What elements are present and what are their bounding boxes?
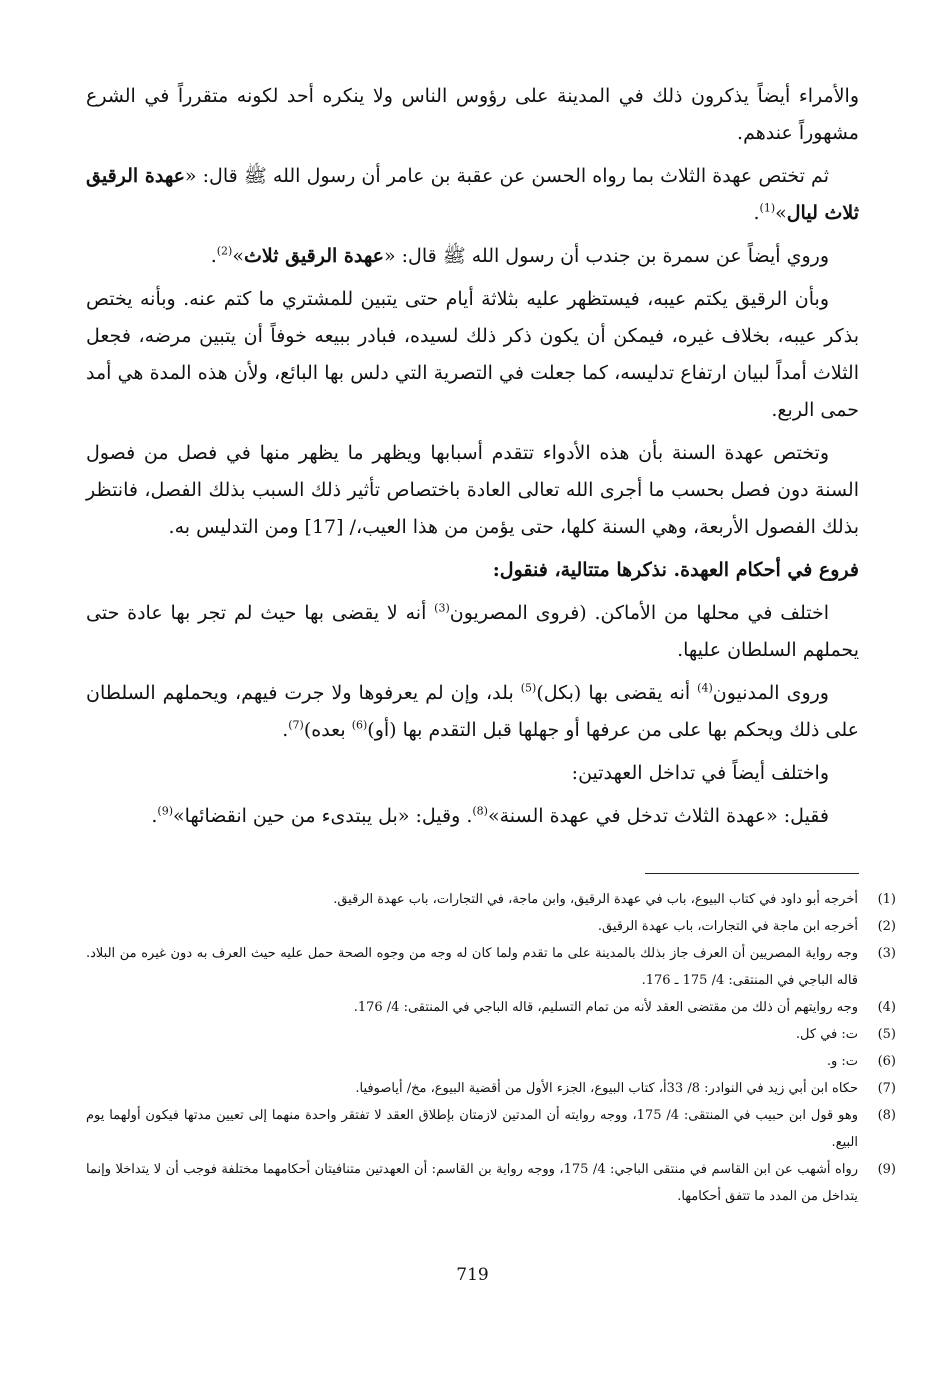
footnote-2 [86,913,896,940]
paragraph-9 [86,798,859,835]
footnote-text: وهو قول ابن حبيب في المنتقى: 4/ 175، ووجه روايته أن المدتين لازمتان بإطلاق العقد لا تفتقر واحدة منهما إلى تعيين مدتها فيكون أولهما يوم البيع. [86,1108,858,1150]
footnote-divider [645,873,859,874]
section-heading: فروع في أحكام العهدة. نذكرها متتالية، فنقول: [492,559,859,581]
footnote-number: (2) [877,919,896,934]
footnote-ref-8[interactable]: (8) [472,804,488,818]
footnote-ref-1[interactable]: (1) [759,201,776,215]
footnotes [86,886,896,1210]
footnote-text: أخرجه ابن ماجة في التجارات، باب عهدة الرقيق. [597,919,858,934]
paragraph-7-c: بلد، وإن لم يعرفوها ولا جرت فيهم، ويحملهم السلطان على ذلك ويحكم بها على من عرفها أو جهلها قبل التقدم بها (أو) [86,682,859,741]
paragraph-2-lead: ثم تختص عهدة الثلاث بما رواه الحسن عن عقبة بن عامر أن رسول الله ﷺ قال: « [184,165,829,187]
footnote-text: ت: في كل. [795,1027,858,1042]
paragraph-7-e: . [282,719,289,741]
paragraph-3-end: . [210,245,217,267]
paragraph-2 [86,158,859,232]
quote-close-2: » [232,245,244,267]
footnote-number: (8) [877,1108,896,1123]
footnote-number: (1) [877,892,896,907]
footnote-number: (6) [877,1054,896,1069]
footnote-ref-7[interactable]: (7) [288,718,304,732]
paragraph-7 [86,675,859,749]
footnote-6 [86,1048,896,1075]
page-number: 719 [456,1265,489,1285]
paragraph-6-b: أنه لا يقضى بها حيث لم تجر بها عادة حتى يحملهم السلطان عليها. [86,602,859,661]
footnote-7 [86,1075,896,1102]
paragraph-1: والأمراء أيضاً يذكرون ذلك في المدينة على رؤوس الناس ولا ينكره أحد لكونه متقرراً في الشرع مشهوراً عندهم. [86,85,859,144]
main-text [86,78,859,841]
paragraph-9-a: فقيل: «عهدة الثلاث تدخل في عهدة السنة» [487,805,829,827]
footnote-9 [86,1156,896,1210]
paragraph-6 [86,595,859,669]
footnote-ref-5[interactable]: (5) [520,681,537,695]
footnote-number: (7) [877,1081,896,1096]
paragraph-3 [86,238,859,275]
paragraph-4: وبأن الرقيق يكتم عيبه، فيستظهر عليه بثلاثة أيام حتى يتبين للمشتري ما كتم عنه. وبأنه يختص بذكر عيبه، بخلاف غيره، فيمكن أن يكون ذكر ذلك لسيده، فبادر ببيعه خوفاً أن يتبين مرضه، فجعل الثلاث أمداً لبيان ارتفاع تدليسه، كما جعلت في التصرية التي دلس بها البائع، ولأن هذه المدة هي أمد حمى الربع. [86,288,859,421]
footnote-text: ت: و. [826,1054,858,1069]
hadith-quote-1: عهدة الرقيق ثلاث ليال [86,165,859,224]
footnote-ref-9[interactable]: (9) [157,804,173,818]
footnote-text: وجه رواية المصريين أن العرف جاز بذلك بالمدينة على ما تقدم ولما كان له وجه من وجوه الصحة حمل عليه حيث العرف به دون غيره من البلاد. قاله الباجي في المنتقى: 4/ 175 ـ 176. [86,946,858,988]
paragraph-9-c: . [151,805,158,827]
footnote-8 [86,1102,896,1156]
footnote-number: (3) [877,946,896,961]
paragraph-9-b: . وقيل: «بل يبتدىء من حين انقضائها» [172,805,473,827]
quote-close-1: » [775,202,787,224]
hadith-quote-2: عهدة الرقيق ثلاث [243,245,384,267]
footnote-ref-3[interactable]: (3) [434,601,450,615]
paragraph-5: وتختص عهدة السنة بأن هذه الأدواء تتقدم أسبابها ويظهر ما يظهر منها في فصل من فصول السنة دون فصل بحسب ما أجرى الله تعالى العادة باختصاص تأثير ذلك السبب بذلك الفصل، فانتظر بذلك الفصول الأربعة، وهي السنة كلها، حتى يؤمن من هذا العيب،/ [17] ومن التدليس به. [86,442,859,538]
footnote-text: رواه أشهب عن ابن القاسم في منتقى الباجي: 4/ 175، ووجه رواية بن القاسم: أن العهدتين متنافيتان أحكامهما مختلفة فوجب أن لا يتداخلا وإنما يتداخل من المدد ما تتفق أحكامها. [86,1162,858,1204]
footnote-3 [86,940,896,994]
footnote-ref-4[interactable]: (4) [697,681,713,695]
footnote-text: أخرجه أبو داود في كتاب البيوع، باب في عهدة الرقيق، وابن ماجة، في التجارات، باب عهدة الرقيق. [333,892,858,907]
paragraph-6-a: اختلف في محلها من الأماكن. (فروى المصريون [449,602,829,624]
paragraph-7-a: وروى المدنيون [712,682,829,704]
footnote-1 [86,886,896,913]
footnote-text: وجه روايتهم أن ذلك من مقتضى العقد لأنه من تمام التسليم، قاله الباجي في المنتقى: 4/ 176. [353,1000,858,1015]
footnote-ref-6[interactable]: (6) [351,718,368,732]
footnote-ref-2[interactable]: (2) [216,244,233,258]
paragraph-7-d: بعده) [303,719,352,741]
footnote-number: (4) [877,1000,896,1015]
paragraph-3-lead: وروي أيضاً عن سمرة بن جندب أن رسول الله ﷺ قال: « [383,245,829,267]
footnote-4 [86,994,896,1021]
paragraph-2-end: . [753,202,760,224]
paragraph-7-b: أنه يقضى بها (بكل) [536,682,698,704]
footnote-text: حكاه ابن أبي زيد في النوادر: 8/ 33أ، كتاب البيوع، الجزء الأول من أقضية البيوع، مخ/ أياصوفيا. [355,1081,858,1096]
footnote-number: (9) [877,1162,896,1177]
footnote-number: (5) [877,1027,896,1042]
paragraph-8: واختلف أيضاً في تداخل العهدتين: [571,762,829,784]
footnote-5 [86,1021,896,1048]
